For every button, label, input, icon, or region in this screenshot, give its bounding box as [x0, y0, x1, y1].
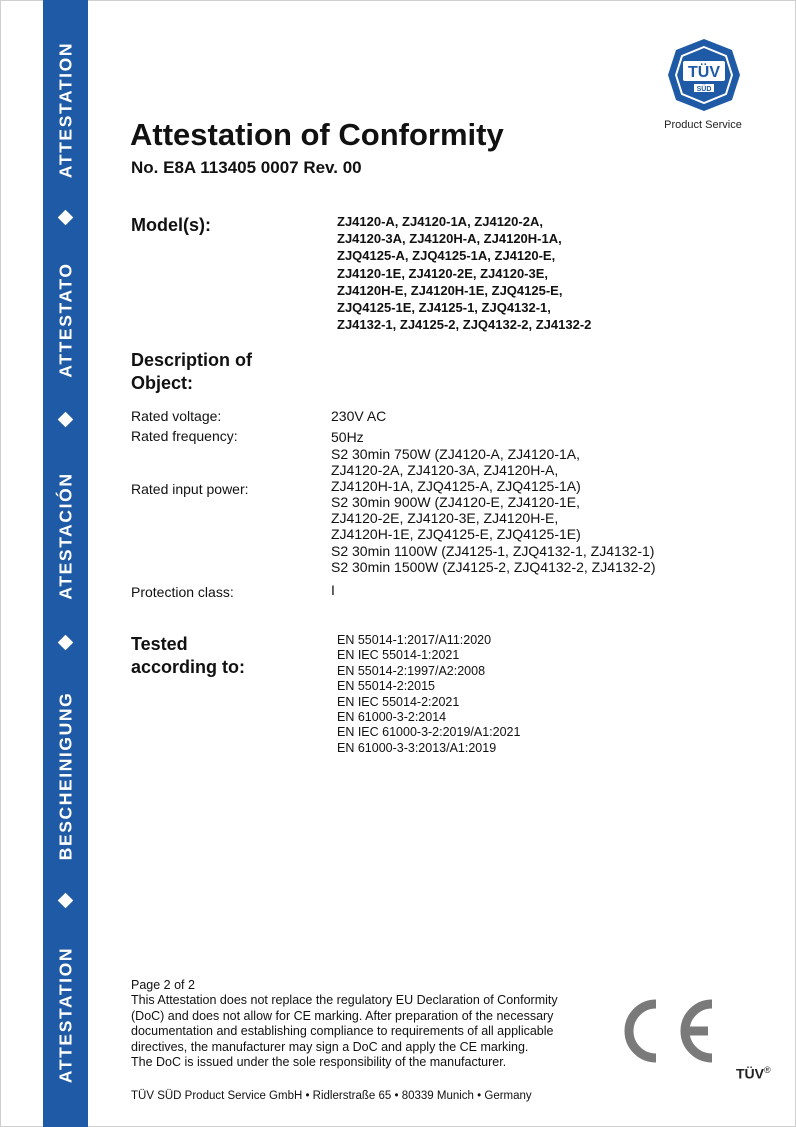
protection-class-label: Protection class:: [131, 584, 234, 600]
model-line: ZJQ4125-A, ZJQ4125-1A, ZJ4120-E,: [337, 248, 556, 264]
standard-item: EN 61000-3-3:2013/A1:2019: [337, 740, 497, 755]
rated-input-power-values: [331, 446, 656, 575]
models-list: [337, 213, 591, 333]
description-heading: [131, 349, 252, 395]
model-line: ZJ4120-3A, ZJ4120H-A, ZJ4120H-1A,: [337, 231, 562, 247]
power-line: S2 30min 1500W (ZJ4125-2, ZJQ4132-2, ZJ4132-2): [331, 558, 656, 575]
rated-frequency-value: 50Hz: [331, 429, 364, 445]
power-line: ZJ4120-2A, ZJ4120-3A, ZJ4120H-A,: [331, 462, 559, 479]
power-line: S2 30min 1100W (ZJ4125-1, ZJQ4132-1, ZJ4132-1): [331, 542, 655, 559]
power-line: S2 30min 900W (ZJ4120-E, ZJ4120-1E,: [331, 494, 581, 511]
standard-item: EN IEC 61000-3-2:2019/A1:2021: [337, 725, 521, 740]
standard-item: EN 55014-1:2017/A11:2020: [337, 633, 492, 647]
footnote: [131, 978, 601, 1070]
model-line: ZJQ4125-1E, ZJ4125-1, ZJQ4132-1,: [337, 300, 551, 316]
band-word-1: ATTESTATION: [55, 41, 76, 179]
logo-caption: Product Service: [664, 119, 742, 131]
standard-item: EN 55014-2:1997/A2:2008: [337, 663, 486, 678]
footnote-line: documentation and establishing compliance to requirements of all applicable: [131, 1024, 554, 1039]
power-line: ZJ4120H-1E, ZJQ4125-E, ZJQ4125-1E): [331, 526, 581, 543]
model-line: ZJ4120-A, ZJ4120-1A, ZJ4120-2A,: [337, 214, 543, 229]
power-line: S2 30min 750W (ZJ4120-A, ZJ4120-1A,: [331, 446, 581, 462]
ce-mark-icon: [612, 995, 720, 1067]
logo-mark-text: TÜV: [688, 64, 720, 81]
tested-heading: [131, 633, 245, 679]
band-word-2: ATTESTATO: [55, 262, 76, 378]
footnote-line: (DoC) and does not allow for CE marking. After preparation of the necessary: [131, 1008, 554, 1023]
standard-item: EN 55014-2:2015: [337, 679, 435, 694]
band-word-5: ATTESTATION: [55, 946, 76, 1084]
footer-address: TÜV SÜD Product Service GmbH • Ridlerstraße 65 • 80339 Munich • Germany: [131, 1090, 532, 1102]
rated-voltage-label: Rated voltage:: [131, 408, 222, 424]
standard-item: EN 61000-3-2:2014: [337, 710, 447, 725]
rated-frequency-label: Rated frequency:: [131, 428, 238, 444]
rated-input-power-label: Rated input power:: [131, 481, 249, 497]
page-title: Attestation of Conformity: [130, 117, 504, 152]
model-line: ZJ4132-1, ZJ4125-2, ZJQ4132-2, ZJ4132-2: [337, 317, 592, 333]
models-heading: Model(s):: [131, 215, 211, 235]
tested-heading-line1: Tested: [131, 634, 188, 654]
tuv-registered-mark: [736, 1065, 771, 1082]
band-word-4: BESCHEINIGUNG: [55, 691, 76, 861]
protection-class-value: I: [331, 582, 335, 598]
footnote-line: directives, the manufacturer may sign a DoC and apply the CE marking.: [131, 1039, 529, 1054]
footnote-line: This Attestation does not replace the regulatory EU Declaration of Conformity: [131, 993, 558, 1008]
standards-list: [337, 633, 520, 756]
tuv-mark-text: TÜV: [736, 1065, 764, 1082]
page-indicator: Page 2 of 2: [131, 978, 195, 992]
rated-voltage-value: 230V AC: [331, 408, 387, 424]
registered-symbol: ®: [764, 1065, 771, 1075]
document-number: No. E8A 113405 0007 Rev. 00: [131, 158, 362, 177]
footnote-line: The DoC is issued under the sole responsibility of the manufacturer.: [131, 1055, 507, 1070]
tested-heading-line2: according to:: [131, 657, 246, 677]
power-line: ZJ4120H-1A, ZJQ4125-A, ZJQ4125-1A): [331, 478, 581, 495]
tuv-sud-logo-icon: [666, 37, 742, 113]
model-line: ZJ4120H-E, ZJ4120H-1E, ZJQ4125-E,: [337, 282, 563, 298]
band-word-3: ATESTACIÓN: [55, 472, 76, 600]
standard-item: EN IEC 55014-2:2021: [337, 694, 460, 709]
model-line: ZJ4120-1E, ZJ4120-2E, ZJ4120-3E,: [337, 265, 549, 281]
logo-sub-text: SÜD: [696, 86, 712, 93]
description-heading-line1: Description of: [131, 350, 253, 370]
power-line: ZJ4120-2E, ZJ4120-3E, ZJ4120H-E,: [331, 510, 559, 527]
standard-item: EN IEC 55014-1:2021: [337, 648, 460, 663]
description-heading-line2: Object:: [131, 373, 194, 393]
